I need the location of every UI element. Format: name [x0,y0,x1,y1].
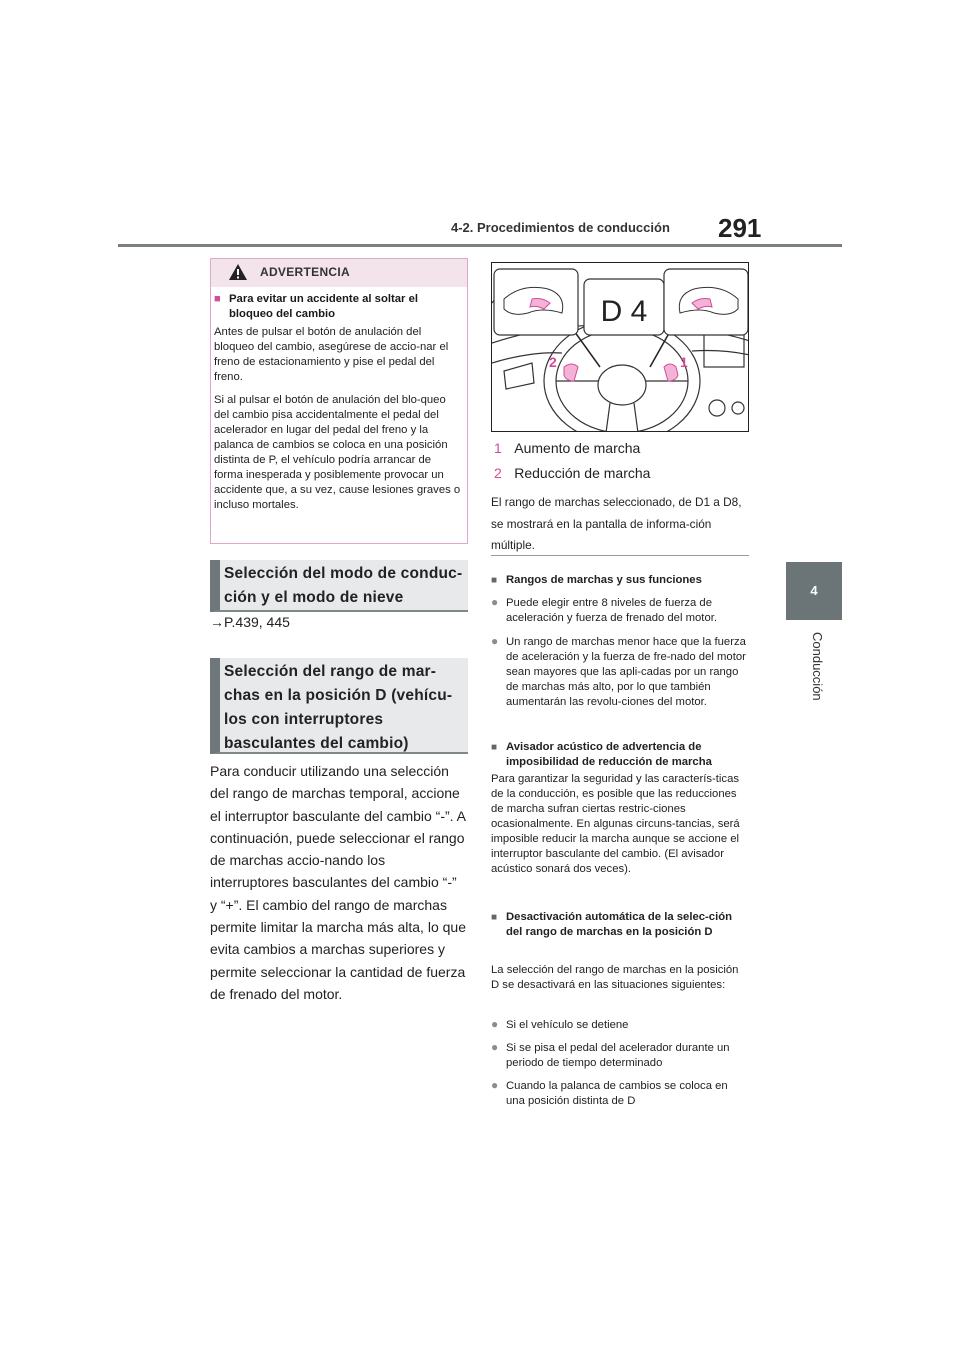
legend-text: Aumento de marcha [514,440,641,456]
legend-number: 1 [494,440,502,456]
bullet-item: Cuando la palanca de cambios se coloca en una posición distinta de D [506,1080,728,1107]
callout-2: 2 [549,354,557,370]
paragraph-deactivation: La selección del rango de marchas en la posición D se desactivará en las situaciones siguientes: [491,964,739,991]
warning-title: ADVERTENCIA [260,265,350,279]
section-header-title: 4-2. Procedimientos de conducción [451,220,670,235]
divider [491,555,749,556]
round-bullet-icon: ● [491,1040,499,1054]
steering-wheel-figure [491,262,749,432]
round-bullet-icon: ● [491,1078,499,1092]
chapter-label: Conducción [810,632,825,701]
warning-subheading: Para evitar un accidente al soltar el bloqueo del cambio [229,293,418,320]
square-bullet-icon: ■ [491,575,498,586]
warning-paragraph-2: Si al pulsar el botón de anulación del blo-queo del cambio pisa accidentalmente el pedal del acelerador en lugar del pedal del freno y la palanca de cambios se coloca en una posición distinta de P, el vehículo podría arrancar de forma inesperada y posiblemente provocar un accidente que, a su vez, cause lesiones graves o incluso mortales. [214,394,461,511]
warning-paragraph-1: Antes de pulsar el botón de anulación del bloqueo del cambio, asegúrese de accio-nar el freno de estacionamiento y pise el pedal del freno. [214,326,449,383]
subheading-deactivation: Desactivación automática de la selec-ción del rango de marchas en la posición D [506,911,733,938]
subheading-buzzer: Avisador acústico de advertencia de imposibilidad de reducción de marcha [506,741,712,768]
round-bullet-icon: ● [491,634,499,648]
legend-item-2 [494,465,650,483]
legend-text: Reducción de marcha [514,465,651,481]
page-number: 291 [718,213,762,243]
subheading-ranges: Rangos de marchas y sus funciones [506,574,702,586]
paragraph-buzzer: Para garantizar la seguridad y las caracterís-ticas de la conducción, es posible que las reducciones de marcha sufran ciertas restric-ciones ocasionalmente. En algunas circuns-tancias, será imposible reducir la marcha aunque se accione el interruptor basculante del cambio. (El avisador acústico sonará dos veces). [491,773,740,875]
section-body: Para conducir utilizando una selección del rango de marchas temporal, accione el interruptor basculante del cambio “-”. A continuación, puede seleccionar el rango de marchas accio-nando los interruptores basculantes del cambio “-” y “+”. El cambio del rango de marchas permite limitar la marcha más alta, lo que evita cambios a marchas superiores y permite seleccionar la cantidad de fuerza de frenado del motor. [210,763,466,1002]
bullet-item: Puede elegir entre 8 niveles de fuerza de aceleración y fuerza de frenado del motor. [506,597,718,624]
legend-item-1 [494,440,640,458]
bullet-item: Si se pisa el pedal del acelerador durante un periodo de tiempo determinado [506,1042,730,1069]
steering-wheel-illustration [492,263,749,432]
bullet-item: Si el vehículo se detiene [506,1019,629,1031]
chapter-number: 4 [810,583,818,598]
warning-triangle-icon [228,263,248,281]
section-heading-2: Selección del rango de mar-chas en la posición D (vehícu-los con interruptores basculantes del cambio) [224,663,453,752]
square-bullet-icon: ■ [491,912,498,923]
page-reference: →P.439, 445 [210,614,290,630]
round-bullet-icon: ● [491,595,499,609]
legend-number: 2 [494,465,502,481]
round-bullet-icon: ● [491,1017,499,1031]
square-bullet-icon: ■ [214,293,221,305]
callout-1: 1 [680,354,688,370]
section-heading-1: Selección del modo de conduc-ción y el modo de nieve [224,565,463,606]
header-rule [118,244,842,247]
square-bullet-icon: ■ [491,742,498,753]
figure-description: El rango de marchas seleccionado, de D1 a D8, se mostrará en la pantalla de informa-ción múltiple. [491,495,742,553]
bullet-item: Un rango de marchas menor hace que la fuerza de aceleración y la fuerza de fre-nado del motor sean mayores que las apli-cadas por un rango de marchas más alto, por lo que también aumentarán las revolu-ciones del motor. [506,636,746,708]
gear-display-text: D 4 [600,295,648,328]
